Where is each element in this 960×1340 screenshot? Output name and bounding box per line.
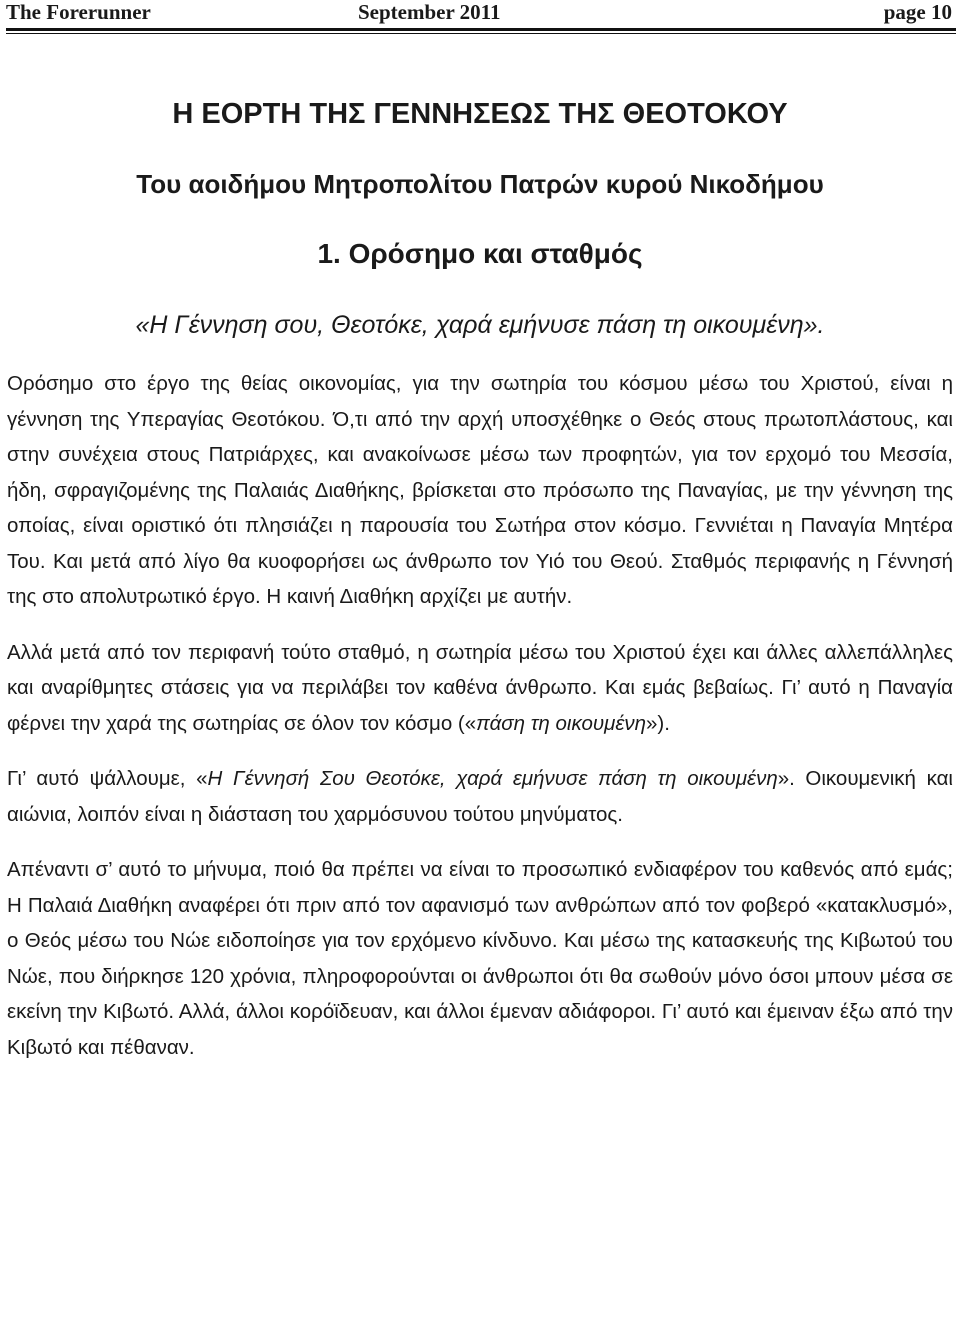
epigraph: «Η Γέννηση σου, Θεοτόκε, χαρά εμήνυσε πάση τη οικουμένη». xyxy=(135,311,825,339)
issue-date: September 2011 xyxy=(358,0,501,24)
paragraph-2 xyxy=(7,635,953,742)
article-subtitle: Του αοιδήμου Μητροπολίτου Πατρών κυρού Νικοδήμου xyxy=(136,169,824,199)
paragraph-1: Ορόσημο στο έργο της θείας οικονομίας, για την σωτηρία του κόσμου μέσω του Χριστού, είναι η γέννηση της Υπεραγίας Θεοτόκου. Ό,τι από την αρχή υποσχέθηκε ο Θεός στους πρωτοπλάστους, και στην συνέχεια στους Πατριάρχες, και ανακοίνωσε μέσω των προφητών, για τον ερχομό του Μεσσία, ήδη, σφραγιζομένης της Παλαιάς Διαθήκης, βρίσκεται στο πρόσωπο της Παναγίας, με την γέννηση της οποίας, είναι οριστικό ότι πλησιάζει η παρουσία του Σωτήρα στον κόσμο. Γεννιέται η Παναγία Μητέρα Του. Και μετά από λίγο θα κυοφορήσει ως άνθρωπο τον Υιό του Θεού. Σταθμός περιφανής η Γέννησή της στο απολυτρωτικό έργο. Η καινή Διαθήκη αρχίζει με αυτήν. xyxy=(7,372,953,608)
paragraph-2-text: Αλλά μετά από τον περιφανή τούτο σταθμό, η σωτηρία μέσω του Χριστού έχει και άλλες αλλεπάλληλες και αναρίθμητες στάσεις για να περιλάβει τον καθένα άνθρωπο. Και εμάς βεβαίως. Γι’ αυτό η Παναγία φέρνει την χαρά της σωτηρίας σε όλον τον κόσμο (« xyxy=(7,640,953,735)
page-header xyxy=(6,0,960,24)
publication-name: The Forerunner xyxy=(6,0,151,24)
paragraph-3 xyxy=(7,761,953,832)
paragraph-3-quote: Η Γέννησή Σου Θεοτόκε, χαρά εμήνυσε πάση τη οικουμένη xyxy=(207,767,778,790)
paragraph-4: Απέναντι σ’ αυτό το μήνυμα, ποιό θα πρέπει να είναι το προσωπικό ενδιαφέρον του καθενός από εμάς; Η Παλαιά Διαθήκη αναφέρει ότι πριν από τον αφανισμό των ανθρώπων από τον φοβερό «κατακλυσμό», ο Θεός μέσω του Νώε ειδοποίησε για τον ερχόμενο κίνδυνο. Και μέσω της κατασκευής της Κιβωτού του Νώε, που διήρκησε 120 χρόνια, πληροφορούνται οι άνθρωποι ότι θα σωθούν μόνο όσοι μπουν μέσα σε εκείνη την Κιβωτό. Αλλά, άλλοι κορόϊδευαν, και άλλοι έμεναν αδιάφοροι. Γι’ αυτό και έμειναν έξω από την Κιβωτό και πέθαναν. xyxy=(7,858,953,1059)
paragraph-2-end: »). xyxy=(646,711,670,735)
article-title: Η ΕΟΡΤΗ ΤΗΣ ΓΕΝΝΗΣΕΩΣ ΤΗΣ ΘΕΟΤΟΚΟΥ xyxy=(172,98,788,130)
article-body xyxy=(7,366,953,1085)
paragraph-2-quote: πάση τη οικουμένη xyxy=(476,711,646,735)
paragraph-3-end: ». Οικουμενική και αιώνια, λοιπόν είναι η διάσταση του χαρμόσυνου τούτου μηνύματος. xyxy=(7,767,953,826)
section-heading: 1. Ορόσημο και σταθμός xyxy=(317,238,643,269)
header-divider xyxy=(6,28,956,34)
page-number: page 10 xyxy=(883,0,952,24)
paragraph-3-text: Γι’ αυτό ψάλλουμε, « xyxy=(7,767,208,790)
